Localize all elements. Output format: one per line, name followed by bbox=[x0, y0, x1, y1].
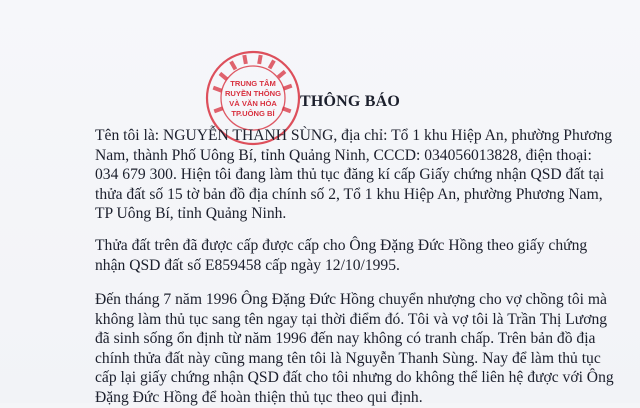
stamp-line-1: TRUNG TÂM bbox=[230, 79, 276, 88]
stamp-line-2: RUYỀN THÔNG bbox=[224, 89, 282, 98]
text-line: không làm thủ tục sang tên ngay tại thời điểm đó. Tôi và vợ tôi là Trần Thị Lương bbox=[95, 310, 608, 328]
text-line: Nam, thành Phố Uông Bí, tỉnh Quảng Ninh, CCCD: 034056013828, điện thoại: bbox=[95, 146, 592, 164]
text-line: Đến tháng 7 năm 1996 Ông Đặng Đức Hồng chuyển nhượng cho vợ chồng tôi mà bbox=[95, 291, 607, 308]
stamp-line-4: TP.UÔNG BÍ bbox=[231, 109, 275, 118]
text-line: đã sinh sống ổn định từ năm 1996 đến nay không có tranh chấp. Trên bản đồ địa bbox=[95, 330, 596, 348]
document-title: THÔNG BÁO bbox=[300, 93, 401, 110]
text-line: nhận QSD đất số E859458 cấp ngày 12/10/1995. bbox=[95, 256, 400, 274]
text-line: Thửa đất trên đã được cấp được cấp cho Ông Đặng Đức Hồng theo giấy chứng bbox=[95, 237, 588, 254]
text-line: thửa đất số 15 tờ bản đồ địa chính số 2, Tổ 1 khu Hiệp An, phường Phương Nam, bbox=[95, 185, 603, 203]
text-line: 034 679 300. Hiện tôi đang làm thủ tục đăng kí cấp Giấy chứng nhận QSD đất tại bbox=[95, 166, 605, 184]
text-line: Tên tôi là: NGUYỄN THANH SÙNG, địa chỉ: Tổ 1 khu Hiệp An, phường Phương bbox=[95, 127, 613, 144]
text-line: Đặng Đức Hồng để hoàn thiện thủ tục theo qui định. bbox=[95, 388, 423, 406]
stamp-line-3: VÀ VĂN HÓA bbox=[229, 99, 277, 108]
paragraph-land-certificate bbox=[95, 236, 615, 275]
paragraph-transfer-history bbox=[95, 290, 615, 408]
text-line: chính thửa đất này cũng mang tên tôi là Nguyễn Thanh Sùng. Nay để làm thủ tục bbox=[95, 349, 601, 367]
paragraph-applicant-info bbox=[95, 126, 615, 224]
text-line: cấp lại giấy chứng nhận QSD đất cho tôi nhưng do không thể liên hệ được với Ông bbox=[95, 369, 614, 387]
text-line: TP Uông Bí, tỉnh Quảng Ninh. bbox=[95, 205, 287, 223]
